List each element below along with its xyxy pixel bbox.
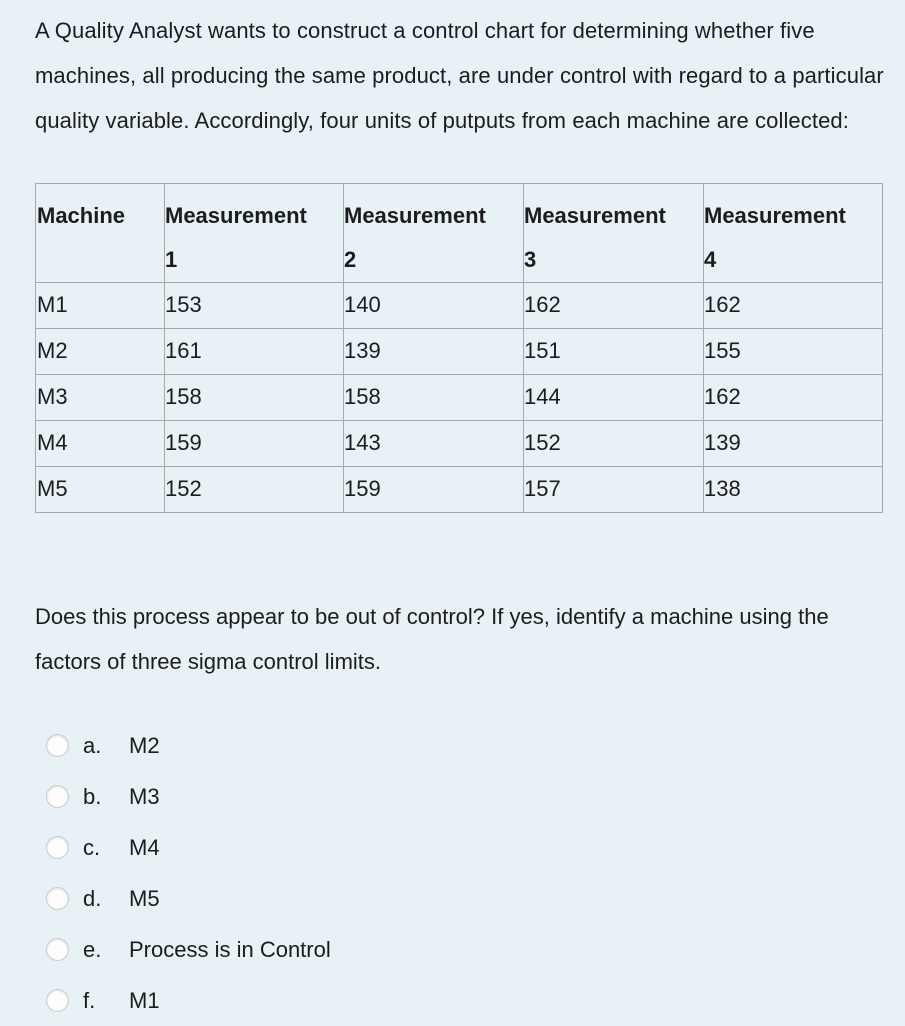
table-cell: 155 xyxy=(704,329,883,375)
option-letter: b. xyxy=(83,783,102,809)
header-measurement-1 xyxy=(165,184,344,283)
table-cell: 158 xyxy=(344,375,524,421)
table-cell: 151 xyxy=(524,329,704,375)
table-cell: 138 xyxy=(704,467,883,513)
table-row xyxy=(36,329,883,375)
radio-button[interactable] xyxy=(46,836,69,859)
table-cell: 140 xyxy=(344,283,524,329)
table-cell: 161 xyxy=(165,329,344,375)
measurements-table-container xyxy=(35,183,883,513)
option-letter: c. xyxy=(83,834,101,860)
question-text: A Quality Analyst wants to construct a control chart for determining whether five machines, all producing the same product, are under control with regard to a particular quality variable. Accordingly, four units of putputs from each machine are collected: xyxy=(35,18,884,133)
table-cell: 159 xyxy=(165,421,344,467)
option-e[interactable] xyxy=(46,924,331,975)
answer-options xyxy=(46,720,331,1026)
table-row xyxy=(36,467,883,513)
radio-button[interactable] xyxy=(46,887,69,910)
option-c[interactable] xyxy=(46,822,331,873)
header-line2: 3 xyxy=(524,247,537,272)
radio-button[interactable] xyxy=(46,785,69,808)
prompt-text: Does this process appear to be out of control? If yes, identify a machine using the factors of three sigma control limits. xyxy=(35,604,829,674)
table-cell: 144 xyxy=(524,375,704,421)
header-measurement-3 xyxy=(524,184,704,283)
table-cell: M2 xyxy=(36,329,165,375)
header-line1: Measurement xyxy=(704,203,846,228)
table-cell: M1 xyxy=(36,283,165,329)
option-letter: d. xyxy=(83,885,102,911)
table-cell: M3 xyxy=(36,375,165,421)
table-cell: 159 xyxy=(344,467,524,513)
table-row xyxy=(36,375,883,421)
table-row xyxy=(36,283,883,329)
option-letter: f. xyxy=(83,987,96,1013)
header-line2: 1 xyxy=(165,247,178,272)
table-cell: 152 xyxy=(524,421,704,467)
option-letter: e. xyxy=(83,936,102,962)
table-cell: 139 xyxy=(704,421,883,467)
radio-button[interactable] xyxy=(46,734,69,757)
header-measurement-4 xyxy=(704,184,883,283)
option-d[interactable] xyxy=(46,873,331,924)
table-cell: 143 xyxy=(344,421,524,467)
option-b[interactable] xyxy=(46,771,331,822)
option-label: M2 xyxy=(129,732,160,758)
option-label: M1 xyxy=(129,987,160,1013)
header-line1: Measurement xyxy=(524,203,666,228)
header-line1: Measurement xyxy=(165,203,307,228)
option-label: M4 xyxy=(129,834,160,860)
radio-button[interactable] xyxy=(46,989,69,1012)
option-label: M3 xyxy=(129,783,160,809)
table-cell: 157 xyxy=(524,467,704,513)
header-line2: 2 xyxy=(344,247,357,272)
table-header-row xyxy=(36,184,883,283)
table-cell: 162 xyxy=(704,375,883,421)
header-line2: 4 xyxy=(704,247,717,272)
option-f[interactable] xyxy=(46,975,331,1026)
option-label: M5 xyxy=(129,885,160,911)
header-line1: Machine xyxy=(37,203,126,228)
table-cell: 153 xyxy=(165,283,344,329)
option-letter: a. xyxy=(83,732,102,758)
table-cell: M5 xyxy=(36,467,165,513)
table-cell: 162 xyxy=(524,283,704,329)
table-cell: 162 xyxy=(704,283,883,329)
radio-button[interactable] xyxy=(46,938,69,961)
header-machine xyxy=(36,184,165,283)
option-a[interactable] xyxy=(46,720,331,771)
header-line1: Measurement xyxy=(344,203,486,228)
table-cell: 139 xyxy=(344,329,524,375)
table-row xyxy=(36,421,883,467)
header-measurement-2 xyxy=(344,184,524,283)
measurements-table xyxy=(35,183,883,513)
table-cell: M4 xyxy=(36,421,165,467)
table-cell: 152 xyxy=(165,467,344,513)
table-cell: 158 xyxy=(165,375,344,421)
option-label: Process is in Control xyxy=(129,936,331,962)
